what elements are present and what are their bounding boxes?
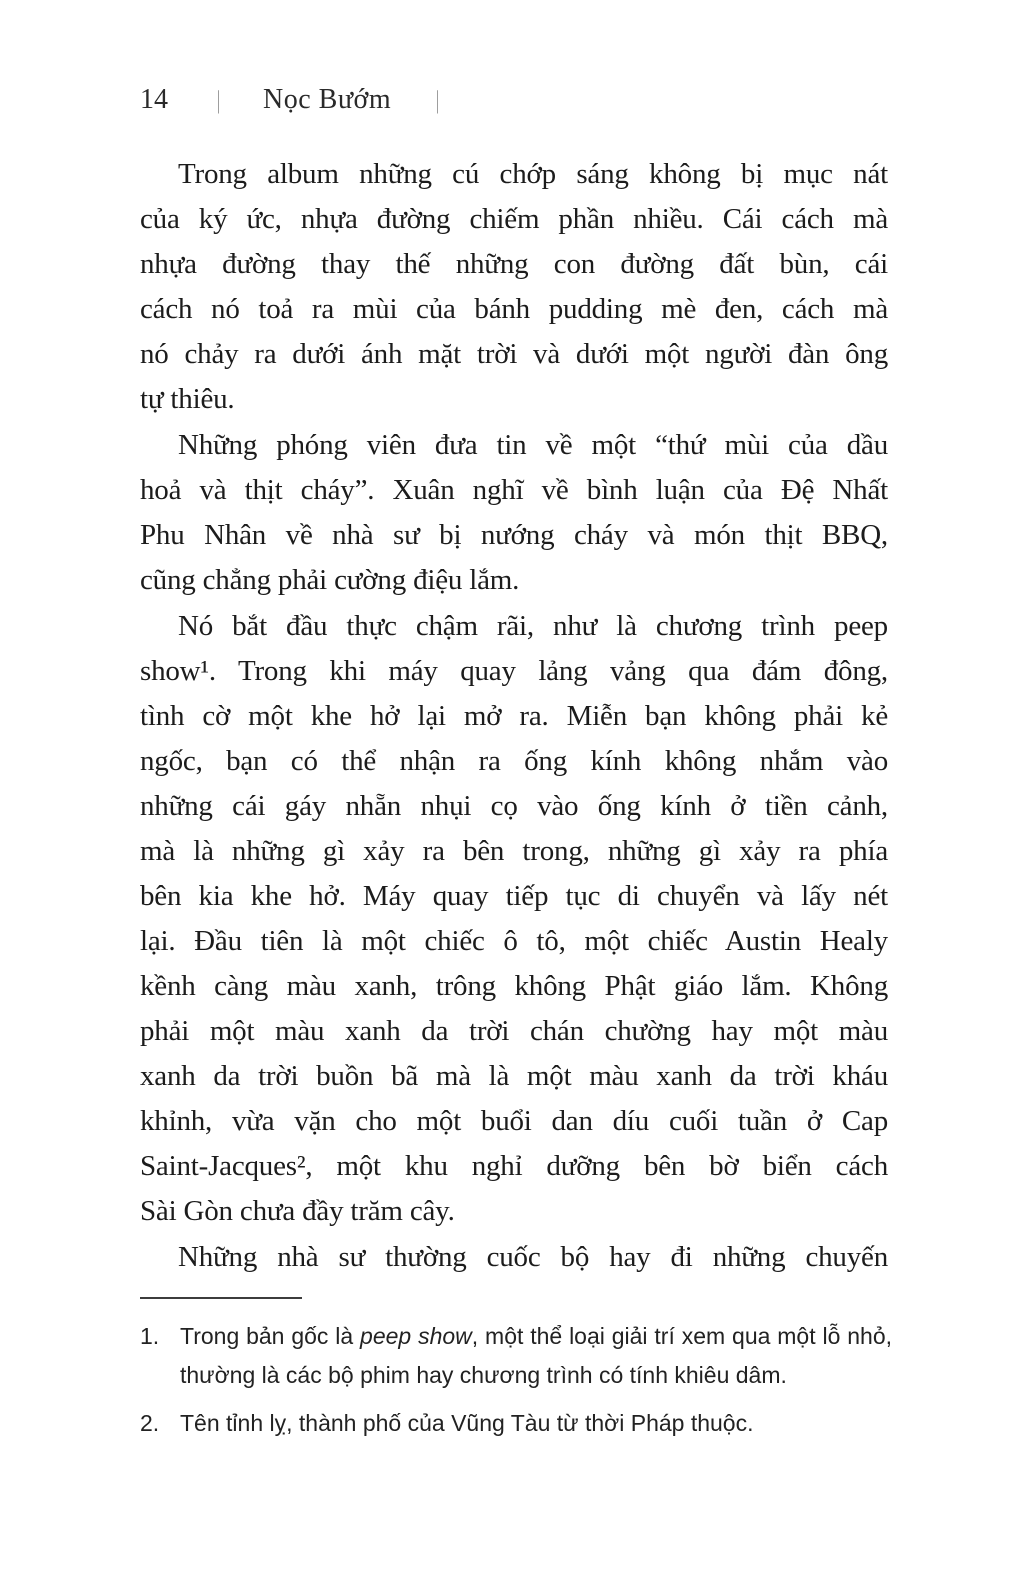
- paragraph-line: nó chảy ra dưới ánh mặt trời và dưới một người đàn ông: [140, 338, 888, 370]
- paragraph-line: mà là những gì xảy ra bên trong, những gì xảy ra phía: [140, 835, 888, 867]
- footnote-text: [180, 1404, 892, 1443]
- paragraph-line: Những phóng viên đưa tin về một “thứ mùi của dầu: [178, 429, 888, 461]
- paragraph-line: Saint-Jacques², một khu nghỉ dưỡng bên bờ biển cách: [140, 1150, 888, 1182]
- paragraph-line: cũng chẳng phải cường điệu lắm.: [140, 564, 520, 596]
- footnote: [140, 1404, 892, 1443]
- paragraph-line: Nó bắt đầu thực chậm rãi, như là chương trình peep: [178, 610, 888, 642]
- footnote-segment: , một thể loại giải trí xem qua một lỗ nhỏ, thường là các bộ phim hay chương trình có tính khiêu dâm.: [180, 1323, 893, 1388]
- paragraph-line: Những nhà sư thường cuốc bộ hay đi những chuyến: [178, 1241, 888, 1273]
- paragraph: [140, 1235, 888, 1280]
- header-divider-bar: |: [435, 87, 440, 114]
- footnote-marker: 1.: [140, 1323, 160, 1349]
- footnote-rule: [140, 1297, 302, 1299]
- running-title: Nọc Bướm: [263, 84, 392, 115]
- paragraph-line: ngốc, bạn có thể nhận ra ống kính không nhắm vào: [140, 745, 888, 777]
- paragraph-line: Phu Nhân về nhà sư bị nướng cháy và món thịt BBQ,: [140, 519, 888, 551]
- page-number: 14: [140, 84, 168, 115]
- footnote: [140, 1317, 892, 1395]
- header-divider-bar: |: [216, 87, 221, 114]
- paragraph: [140, 152, 888, 422]
- paragraph-line: Trong album những cú chớp sáng không bị mục nát: [178, 158, 888, 190]
- paragraph-line: khỉnh, vừa vặn cho một buổi dan díu cuối tuần ở Cap: [140, 1105, 888, 1137]
- paragraph: [140, 604, 888, 1234]
- footnote-section: [140, 1297, 892, 1452]
- footnote-list: [140, 1317, 892, 1443]
- paragraph-line: lại. Đầu tiên là một chiếc ô tô, một chiếc Austin Healy: [140, 925, 888, 957]
- paragraph-line: những cái gáy nhẵn nhụi cọ vào ống kính ở tiền cảnh,: [140, 790, 888, 822]
- paragraph-line: kềnh càng màu xanh, trông không Phật giáo lắm. Không: [140, 970, 888, 1002]
- footnote-segment: Trong bản gốc là: [180, 1323, 361, 1349]
- paragraph-line: tự thiêu.: [140, 383, 235, 415]
- page-header: [140, 84, 440, 116]
- paragraph-line: phải một màu xanh da trời chán chường hay một màu: [140, 1015, 888, 1047]
- paragraph-line: Sài Gòn chưa đầy trăm cây.: [140, 1195, 455, 1227]
- footnote-segment: Tên tỉnh lỵ, thành phố của Vũng Tàu từ thời Pháp thuộc.: [180, 1410, 754, 1436]
- paragraph-line: show¹. Trong khi máy quay lảng vảng qua đám đông,: [140, 655, 888, 687]
- paragraph-line: xanh da trời buồn bã mà là một màu xanh da trời kháu: [140, 1060, 888, 1092]
- footnote-marker: 2.: [140, 1410, 160, 1436]
- paragraph: [140, 423, 888, 603]
- body-text: [140, 152, 888, 1281]
- footnote-text: [180, 1317, 892, 1395]
- paragraph-line: tình cờ một khe hở lại mở ra. Miễn bạn không phải kẻ: [140, 700, 888, 732]
- paragraph-line: của ký ức, nhựa đường chiếm phần nhiều. Cái cách mà: [140, 203, 888, 235]
- paragraph-line: hoả và thịt cháy”. Xuân nghĩ về bình luận của Đệ Nhất: [140, 474, 888, 506]
- paragraph-line: bên kia khe hở. Máy quay tiếp tục di chuyển và lấy nét: [140, 880, 888, 912]
- paragraph-line: nhựa đường thay thế những con đường đất bùn, cái: [140, 248, 888, 280]
- footnote-italic-term: peep show: [360, 1323, 472, 1349]
- paragraph-line: cách nó toả ra mùi của bánh pudding mè đen, cách mà: [140, 293, 888, 325]
